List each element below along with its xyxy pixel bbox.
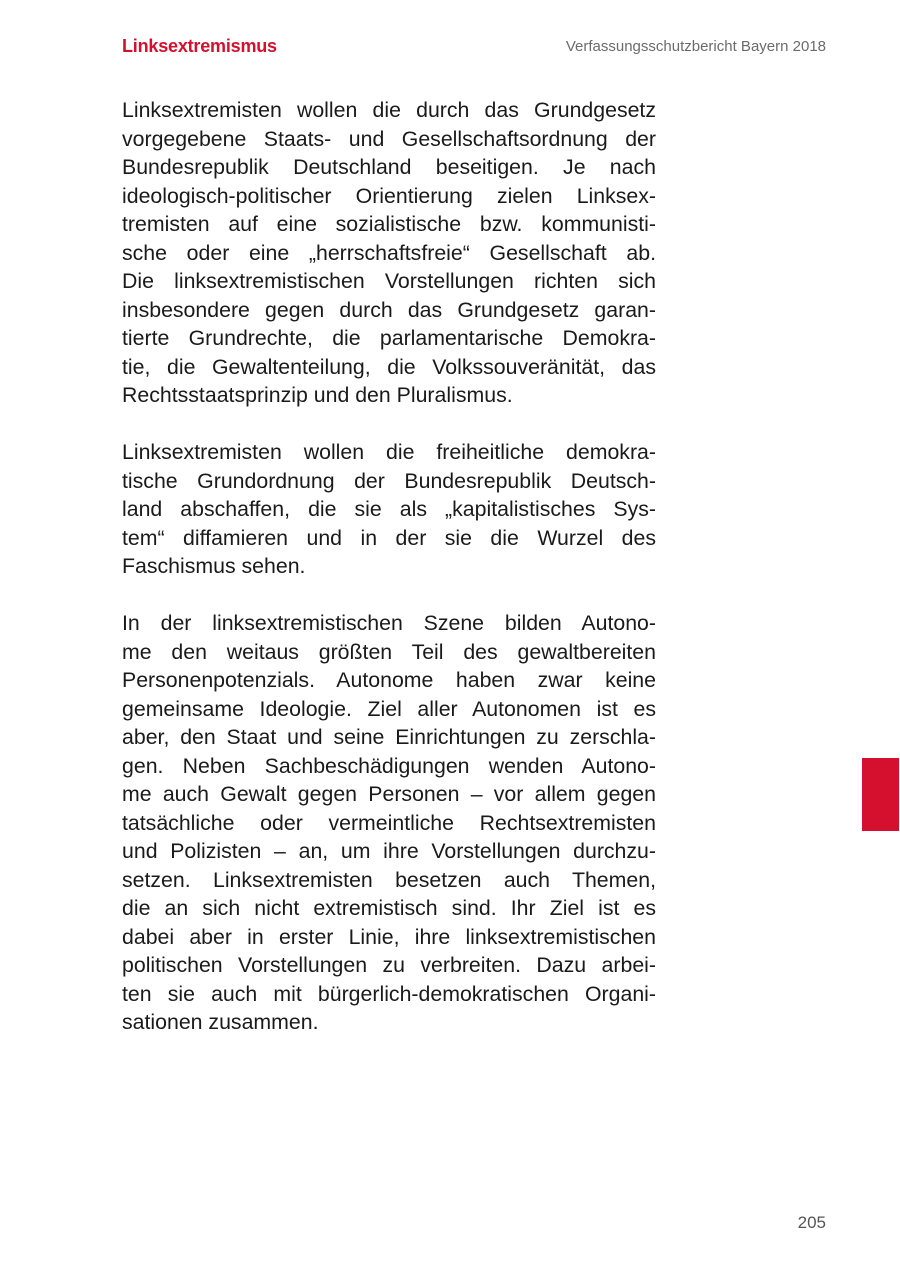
paragraph bbox=[122, 438, 656, 581]
text-line: tremisten auf eine sozialistische bzw. kommunisti- bbox=[122, 212, 656, 236]
text-line: me den weitaus größten Teil des gewaltbereiten bbox=[122, 639, 656, 664]
text-line: tierte Grundrechte, die parlamentarische Demokra- bbox=[122, 326, 656, 350]
text-line: me auch Gewalt gegen Personen – vor allem gegen bbox=[122, 782, 656, 806]
text-line: Linksextremisten wollen die durch das Grundgesetz bbox=[122, 98, 656, 122]
text-line: Faschismus sehen. bbox=[122, 554, 306, 578]
text-line: tem“ diffamieren und in der sie die Wurzel des bbox=[122, 525, 656, 550]
text-line: setzen. Linksextremisten besetzen auch Themen, bbox=[122, 867, 656, 892]
text-line: sche oder eine „herrschaftsfreie“ Gesellschaft ab. bbox=[122, 240, 656, 265]
text-line: Die linksextremistischen Vorstellungen richten sich bbox=[122, 269, 656, 293]
text-line: Rechtsstaatsprinzip und den Pluralismus. bbox=[122, 383, 513, 407]
text-line: aber, den Staat und seine Einrichtungen zu zerschla- bbox=[122, 725, 656, 749]
text-line: Linksextremisten wollen die freiheitliche demokra- bbox=[122, 440, 656, 464]
text-line: insbesondere gegen durch das Grundgesetz garan- bbox=[122, 297, 656, 322]
text-line: die an sich nicht extremistisch sind. Ihr Ziel ist es bbox=[122, 896, 656, 920]
paragraph bbox=[122, 609, 656, 1037]
text-line: In der linksextremistischen Szene bilden Autono- bbox=[122, 611, 656, 635]
paragraph bbox=[122, 96, 656, 410]
publication-title: Verfassungsschutzbericht Bayern 2018 bbox=[565, 38, 826, 55]
text-line: sationen zusammen. bbox=[122, 1010, 319, 1034]
text-line: und Polizisten – an, um ihre Vorstellungen durchzu- bbox=[122, 839, 656, 863]
text-line: Personenpotenzials. Autonome haben zwar keine bbox=[122, 668, 656, 692]
text-line: dabei aber in erster Linie, ihre linksextremistischen bbox=[122, 924, 656, 949]
text-line: gen. Neben Sachbeschädigungen wenden Autono- bbox=[122, 753, 656, 778]
section-title: Linksextremismus bbox=[122, 36, 277, 56]
text-line: ideologisch-politischer Orientierung zielen Linksex- bbox=[122, 183, 656, 208]
text-line: Bundesrepublik Deutschland beseitigen. Je nach bbox=[122, 155, 656, 179]
text-line: politischen Vorstellungen zu verbreiten. Dazu arbei- bbox=[122, 953, 656, 977]
chapter-tab-marker bbox=[862, 758, 899, 831]
page-number: 205 bbox=[797, 1213, 826, 1232]
text-line: tatsächliche oder vermeintliche Rechtsextremisten bbox=[122, 810, 656, 835]
text-line: gemeinsame Ideologie. Ziel aller Autonomen ist es bbox=[122, 696, 656, 721]
text-line: tische Grundordnung der Bundesrepublik Deutsch- bbox=[122, 468, 656, 493]
text-line: tie, die Gewaltenteilung, die Volkssouveränität, das bbox=[122, 354, 656, 379]
body-text bbox=[122, 96, 656, 1065]
text-line: ten sie auch mit bürgerlich-demokratischen Organi- bbox=[122, 981, 656, 1006]
text-line: vorgegebene Staats- und Gesellschaftsordnung der bbox=[122, 126, 656, 151]
text-line: land abschaffen, die sie als „kapitalistisches Sys- bbox=[122, 497, 656, 521]
